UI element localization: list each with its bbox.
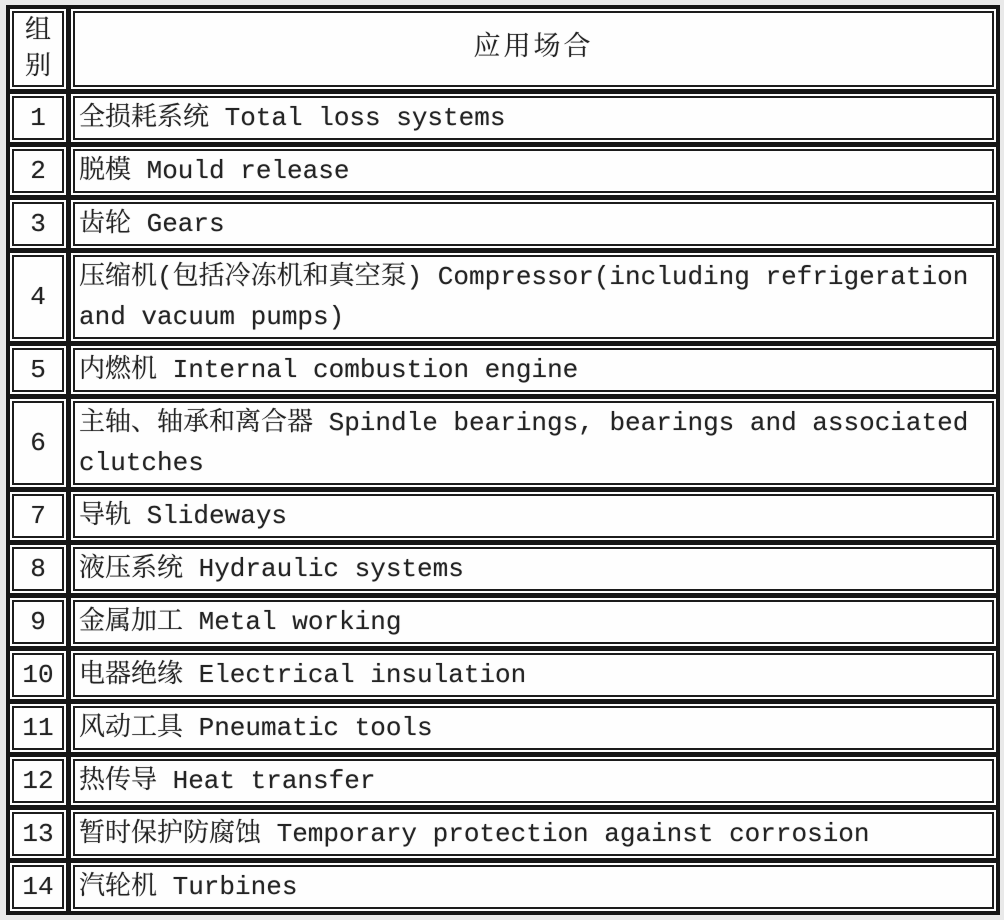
table-row [71,545,996,593]
header-group-line1: 组 [24,16,51,46]
row-number: 7 [12,494,64,538]
table-row [71,651,996,699]
table-row [71,94,996,142]
table-row-number [10,492,66,540]
header-group-cell [10,9,66,89]
table-row-number [10,94,66,142]
row-number: 6 [12,401,64,485]
row-number: 11 [12,706,64,750]
header-group-line2: 别 [24,52,51,82]
row-number: 13 [12,812,64,856]
table-row-number [10,704,66,752]
table-row-number [10,863,66,911]
table-row-number [10,757,66,805]
table-row [71,200,996,248]
application-text: 液压系统 Hydraulic systems [73,547,994,591]
application-text: 主轴、轴承和离合器 Spindle bearings, bearings and associated clutches [73,401,994,485]
application-text: 齿轮 Gears [73,202,994,246]
application-table [6,5,1000,915]
table-row-number [10,545,66,593]
table-row [71,704,996,752]
application-text: 金属加工 Metal working [73,600,994,644]
row-number: 9 [12,600,64,644]
table-row [71,492,996,540]
table-row-number [10,147,66,195]
table-row [71,810,996,858]
header-group-label [12,11,64,87]
table-row-number [10,399,66,487]
table-row [71,399,996,487]
row-number: 8 [12,547,64,591]
table-row-number [10,598,66,646]
header-application-cell [71,9,996,89]
row-number: 12 [12,759,64,803]
row-number: 2 [12,149,64,193]
table-row-number [10,346,66,394]
application-text: 电器绝缘 Electrical insulation [73,653,994,697]
table-row [71,598,996,646]
row-number: 14 [12,865,64,909]
row-number: 3 [12,202,64,246]
table-row-number [10,651,66,699]
header-application-label: 应用场合 [73,11,994,87]
table-row-number [10,200,66,248]
application-text: 汽轮机 Turbines [73,865,994,909]
table-row-number [10,253,66,341]
application-text: 内燃机 Internal combustion engine [73,348,994,392]
application-text: 脱模 Mould release [73,149,994,193]
application-text: 暂时保护防腐蚀 Temporary protection against corrosion [73,812,994,856]
table-row [71,757,996,805]
application-text: 风动工具 Pneumatic tools [73,706,994,750]
table-row [71,863,996,911]
table-row [71,147,996,195]
application-text: 压缩机(包括冷冻机和真空泵) Compressor(including refrigeration and vacuum pumps) [73,255,994,339]
row-number: 5 [12,348,64,392]
row-number: 4 [12,255,64,339]
table-row [71,346,996,394]
table-row-number [10,810,66,858]
row-number: 10 [12,653,64,697]
application-text: 全损耗系统 Total loss systems [73,96,994,140]
row-number: 1 [12,96,64,140]
application-text: 热传导 Heat transfer [73,759,994,803]
table-row [71,253,996,341]
application-text: 导轨 Slideways [73,494,994,538]
